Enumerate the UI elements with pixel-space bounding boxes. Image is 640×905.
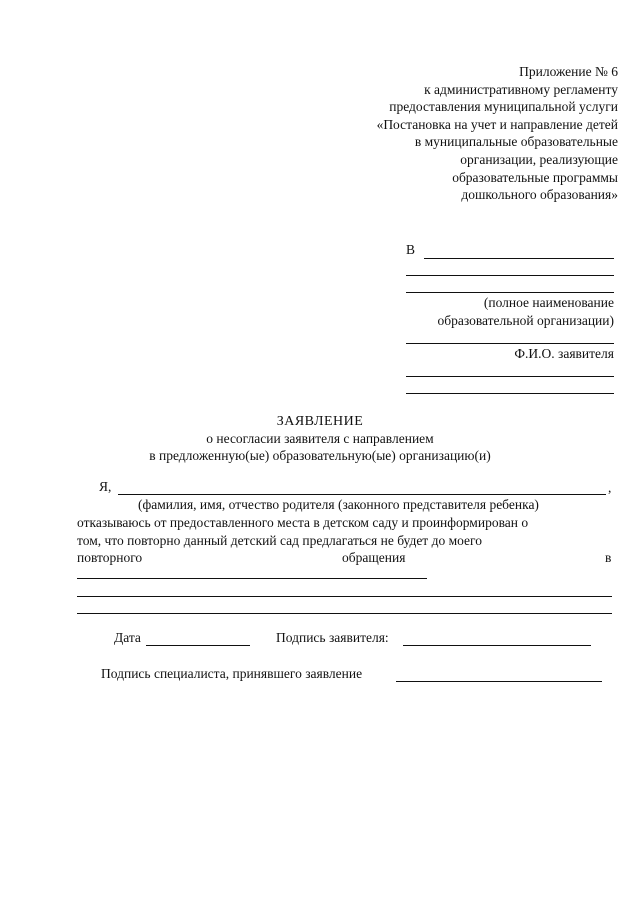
reason-field-3[interactable] xyxy=(77,613,612,614)
appendix-line: образовательные программы xyxy=(452,169,618,185)
body-line-3-right: в xyxy=(605,550,612,565)
date-field[interactable] xyxy=(146,645,250,646)
parent-name-field[interactable] xyxy=(118,494,606,495)
org-caption-line1: (полное наименование xyxy=(483,295,614,310)
reason-field-2[interactable] xyxy=(77,596,612,597)
applicant-sign-label: Подпись заявителя: xyxy=(276,630,389,645)
date-label: Дата xyxy=(114,630,141,645)
applicant-sign-field[interactable] xyxy=(403,645,591,646)
applicant-extra-field-2[interactable] xyxy=(406,393,614,394)
statement-subtitle-line2: в предложенную(ые) образовательную(ые) организацию(и) xyxy=(149,448,491,463)
org-caption-line2: образовательной организации) xyxy=(437,313,614,328)
i-label: Я, xyxy=(99,479,112,494)
statement-title: ЗАЯВЛЕНИЕ xyxy=(276,414,364,429)
to-prefix: В xyxy=(406,242,416,257)
appendix-line: «Постановка на учет и направление детей xyxy=(376,116,618,132)
name-caption: (фамилия, имя, отчество родителя (законного представителя ребенка) xyxy=(138,497,539,512)
recipient-org-field-3[interactable] xyxy=(406,292,614,293)
statement-subtitle-line1: о несогласии заявителя с направлением xyxy=(206,431,434,446)
body-line-1: отказываюсь от предоставленного места в детском саду и проинформирован о xyxy=(77,515,529,530)
body-line-3-mid: обращения xyxy=(342,550,406,565)
appendix-line: организации, реализующие xyxy=(460,151,618,167)
specialist-sign-field[interactable] xyxy=(396,681,602,682)
applicant-caption: Ф.И.О. заявителя xyxy=(514,346,614,361)
body-line-3-left: повторного xyxy=(77,550,143,565)
applicant-name-field[interactable] xyxy=(406,343,614,344)
appendix-line: Приложение № 6 xyxy=(519,64,618,79)
appendix-line: предоставления муниципальной услуги xyxy=(389,99,618,115)
appendix-line: в муниципальные образовательные xyxy=(414,134,618,150)
appendix-header xyxy=(300,63,618,204)
recipient-org-field-2[interactable] xyxy=(406,275,614,276)
applicant-extra-field-1[interactable] xyxy=(406,376,614,377)
body-line-2: том, что повторно данный детский сад предлагаться не будет до моего xyxy=(77,533,482,548)
comma: , xyxy=(608,480,612,495)
recipient-org-field-1[interactable] xyxy=(424,258,614,259)
reason-field-1[interactable] xyxy=(77,578,427,579)
specialist-sign-label: Подпись специалиста, принявшего заявление xyxy=(101,666,363,681)
appendix-line: дошкольного образования» xyxy=(461,187,618,203)
appendix-line: к административному регламенту xyxy=(424,81,618,97)
